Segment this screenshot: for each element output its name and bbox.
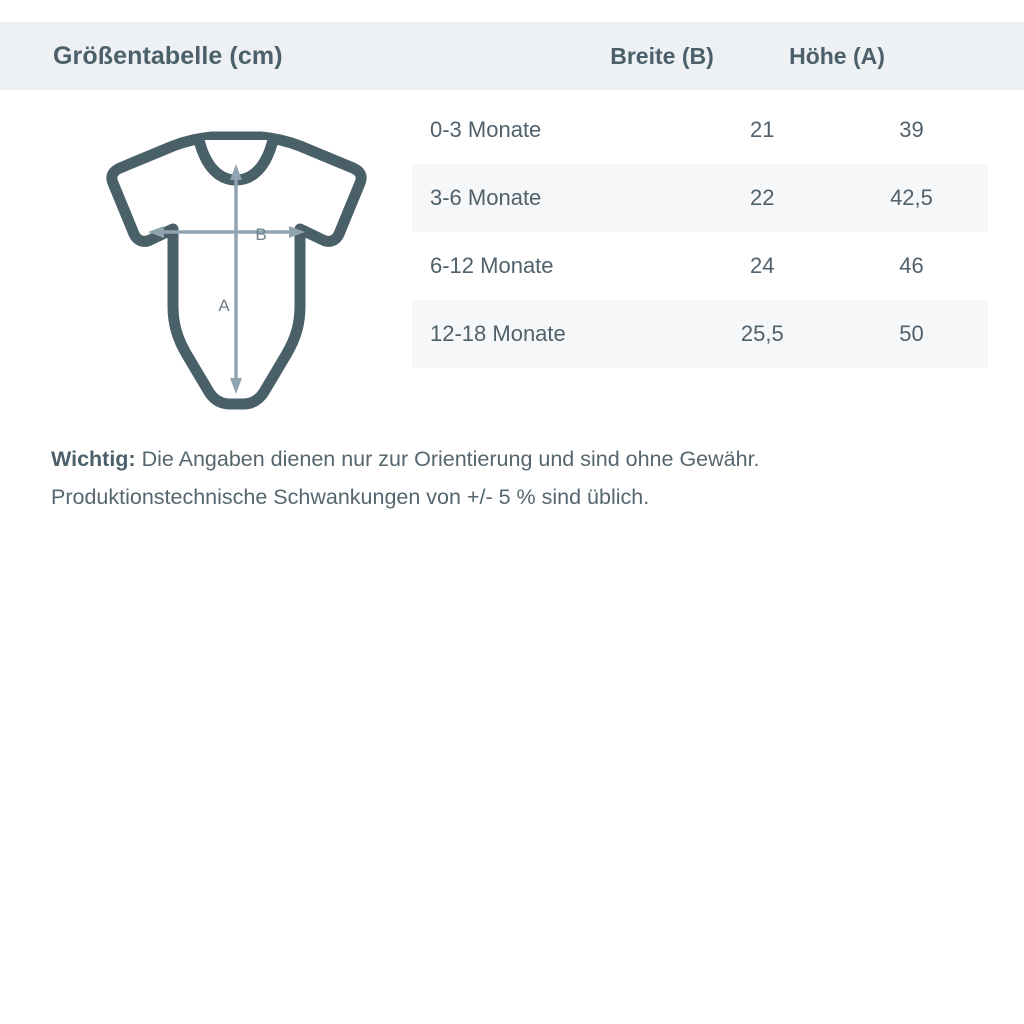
- cell-size: 12-18 Monate: [412, 300, 690, 368]
- cell-width: 25,5: [690, 300, 835, 368]
- column-header-height: Höhe (A): [789, 43, 885, 69]
- cell-height: 39: [899, 117, 924, 142]
- cell-height: 42,5: [835, 164, 988, 232]
- cell-size: 6-12 Monate: [430, 253, 554, 278]
- height-label: A: [218, 296, 230, 315]
- size-table-body: [412, 96, 988, 368]
- bodysuit-outline-icon: [60, 110, 390, 430]
- column-header-width: Breite (B): [610, 43, 714, 69]
- cell-height: 46: [899, 253, 924, 278]
- size-table: [412, 96, 988, 368]
- disclaimer-line-2: Produktionstechnische Schwankungen von +/- 5 % sind üblich.: [51, 485, 650, 509]
- cell-width: 24: [750, 253, 775, 278]
- cell-size: 3-6 Monate: [412, 164, 690, 232]
- table-row: [412, 300, 988, 368]
- cell-height: 50: [835, 300, 988, 368]
- cell-size: 0-3 Monate: [430, 117, 542, 142]
- cell-width: 21: [750, 117, 775, 142]
- table-row: [412, 96, 988, 164]
- bodysuit-diagram: [60, 110, 390, 430]
- table-row: [412, 232, 988, 300]
- width-label: B: [255, 225, 267, 244]
- cell-width: 22: [690, 164, 835, 232]
- page-title: Größentabelle (cm): [53, 42, 283, 70]
- table-row: [412, 164, 988, 232]
- disclaimer-note: [51, 440, 981, 516]
- disclaimer-line-1: Die Angaben dienen nur zur Orientierung und sind ohne Gewähr.: [135, 447, 760, 471]
- disclaimer-lead: Wichtig:: [51, 447, 136, 471]
